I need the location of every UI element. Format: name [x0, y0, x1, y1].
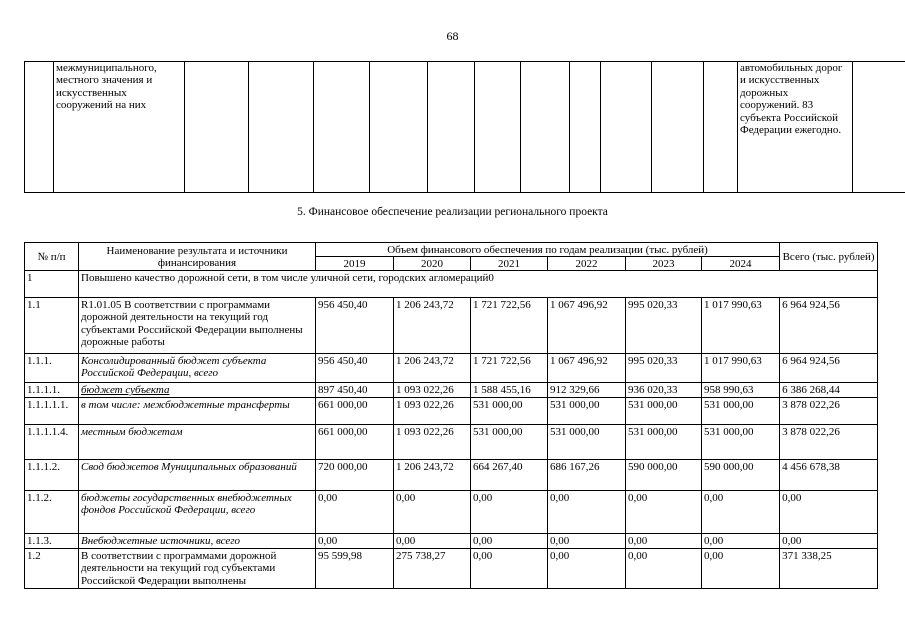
- row-value: 590 000,00: [626, 460, 702, 491]
- row-value: 956 450,40: [316, 354, 394, 383]
- table-row: [25, 549, 878, 589]
- row-total: 3 878 022,26: [780, 398, 878, 425]
- table-row: [25, 354, 878, 383]
- header-year: 2022: [548, 257, 626, 271]
- row-value: 1 093 022,26: [394, 398, 471, 425]
- row-value: 0,00: [626, 549, 702, 589]
- row-name: В соответствии с программами дорожной деятельности на текущий год субъектами Российской Федерации выполнены: [79, 549, 316, 589]
- row-name: бюджет субъекта: [79, 383, 316, 398]
- row-value: 531 000,00: [471, 398, 548, 425]
- row-value: 686 167,26: [548, 460, 626, 491]
- row-value: 1 017 990,63: [702, 354, 780, 383]
- row-value: 531 000,00: [626, 425, 702, 460]
- section-title: 5. Финансовое обеспечение реализации регионального проекта: [297, 206, 608, 218]
- row-value: 531 000,00: [702, 398, 780, 425]
- row-value: 0,00: [316, 534, 394, 549]
- row-num: 1.1.1.: [25, 354, 79, 383]
- page-number: 68: [446, 29, 459, 43]
- header-total: Всего (тыс. рублей): [780, 243, 878, 271]
- row-value: 1 093 022,26: [394, 425, 471, 460]
- row-name: Внебюджетные источники, всего: [79, 534, 316, 549]
- row-value: 936 020,33: [626, 383, 702, 398]
- header-name: Наименование результата и источники финансирования: [79, 243, 316, 271]
- row-value: 1 093 022,26: [394, 383, 471, 398]
- row-value: 531 000,00: [702, 425, 780, 460]
- header-volume: Объем финансового обеспечения по годам реализации (тыс. рублей): [316, 243, 780, 257]
- row-value: 912 329,66: [548, 383, 626, 398]
- row-value: 1 067 496,92: [548, 298, 626, 354]
- row-value: 958 990,63: [702, 383, 780, 398]
- header-year: 2020: [394, 257, 471, 271]
- table-row: [25, 534, 878, 549]
- row-total: 3 878 022,26: [780, 425, 878, 460]
- row-value: 1 721 722,56: [471, 354, 548, 383]
- row-name: Консолидированный бюджет субъекта Российской Федерации, всего: [79, 354, 316, 383]
- row-total: 0,00: [780, 491, 878, 534]
- table-row: [25, 460, 878, 491]
- row-value: 0,00: [394, 491, 471, 534]
- row-value: 590 000,00: [702, 460, 780, 491]
- row-value: 1 206 243,72: [394, 354, 471, 383]
- row-name: местным бюджетам: [79, 425, 316, 460]
- row-value: 1 721 722,56: [471, 298, 548, 354]
- continuation-table: [24, 61, 905, 193]
- table-row: [25, 491, 878, 534]
- row-value: 1 017 990,63: [702, 298, 780, 354]
- section-row-num: 1: [25, 271, 79, 298]
- row-value: 956 450,40: [316, 298, 394, 354]
- financing-table: [24, 242, 878, 589]
- row-value: 661 000,00: [316, 425, 394, 460]
- table-row: [25, 383, 878, 398]
- row-value: 1 067 496,92: [548, 354, 626, 383]
- row-total: 6 964 924,56: [780, 298, 878, 354]
- row-name: бюджеты государственных внебюджетных фондов Российской Федерации, всего: [79, 491, 316, 534]
- row-value: 995 020,33: [626, 354, 702, 383]
- row-name: в том числе: межбюджетные трансферты: [79, 398, 316, 425]
- row-value: 0,00: [702, 491, 780, 534]
- row-num: 1.1.1.1.4.: [25, 425, 79, 460]
- row-value: 720 000,00: [316, 460, 394, 491]
- row-value: 664 267,40: [471, 460, 548, 491]
- section-row-text: Повышено качество дорожной сети, в том числе уличной сети, городских агломераций0: [79, 271, 878, 298]
- row-total: 4 456 678,38: [780, 460, 878, 491]
- row-value: 0,00: [548, 534, 626, 549]
- row-value: 897 450,40: [316, 383, 394, 398]
- row-total: 6 964 924,56: [780, 354, 878, 383]
- row-num: 1.2: [25, 549, 79, 589]
- row-num: 1.1.1.1.: [25, 383, 79, 398]
- section-row: [25, 271, 878, 298]
- row-value: 0,00: [316, 491, 394, 534]
- row-value: 0,00: [626, 534, 702, 549]
- row-value: 0,00: [471, 549, 548, 589]
- continuation-right-cell: автомобильных дорог и искусственных дорожных сооружений. 83 субъекта Российской Федерации ежегодно.: [738, 62, 853, 193]
- row-name: Свод бюджетов Муниципальных образований: [79, 460, 316, 491]
- table-row: [25, 298, 878, 354]
- row-total: 0,00: [780, 534, 878, 549]
- continuation-row: [25, 62, 905, 193]
- row-num: 1.1.1.1.1.: [25, 398, 79, 425]
- header-row: [25, 243, 878, 257]
- row-value: 0,00: [548, 491, 626, 534]
- row-value: 95 599,98: [316, 549, 394, 589]
- header-year: 2024: [702, 257, 780, 271]
- row-value: 275 738,27: [394, 549, 471, 589]
- row-num: 1.1.2.: [25, 491, 79, 534]
- row-value: 1 206 243,72: [394, 298, 471, 354]
- header-num: № п/п: [25, 243, 79, 271]
- row-value: 661 000,00: [316, 398, 394, 425]
- row-total: 6 386 268,44: [780, 383, 878, 398]
- row-num: 1.1: [25, 298, 79, 354]
- row-value: 1 588 455,16: [471, 383, 548, 398]
- row-value: 531 000,00: [471, 425, 548, 460]
- table-row: [25, 398, 878, 425]
- row-value: 0,00: [471, 534, 548, 549]
- row-value: 531 000,00: [548, 425, 626, 460]
- row-value: 995 020,33: [626, 298, 702, 354]
- row-name: R1.01.05 В соответствии с программами дорожной деятельности на текущий год субъектами Российской Федерации выполнены дорожные работы: [79, 298, 316, 354]
- row-value: 531 000,00: [626, 398, 702, 425]
- row-total: 371 338,25: [780, 549, 878, 589]
- row-value: 0,00: [548, 549, 626, 589]
- row-value: 0,00: [702, 534, 780, 549]
- row-value: 0,00: [471, 491, 548, 534]
- continuation-left-cell: межмуниципального, местного значения и искусственных сооружений на них: [54, 62, 185, 193]
- header-year: 2021: [471, 257, 548, 271]
- table-row: [25, 425, 878, 460]
- header-year: 2023: [626, 257, 702, 271]
- row-value: 1 206 243,72: [394, 460, 471, 491]
- row-value: 0,00: [626, 491, 702, 534]
- header-year: 2019: [316, 257, 394, 271]
- row-value: 531 000,00: [548, 398, 626, 425]
- row-num: 1.1.1.2.: [25, 460, 79, 491]
- row-value: 0,00: [394, 534, 471, 549]
- row-num: 1.1.3.: [25, 534, 79, 549]
- row-value: 0,00: [702, 549, 780, 589]
